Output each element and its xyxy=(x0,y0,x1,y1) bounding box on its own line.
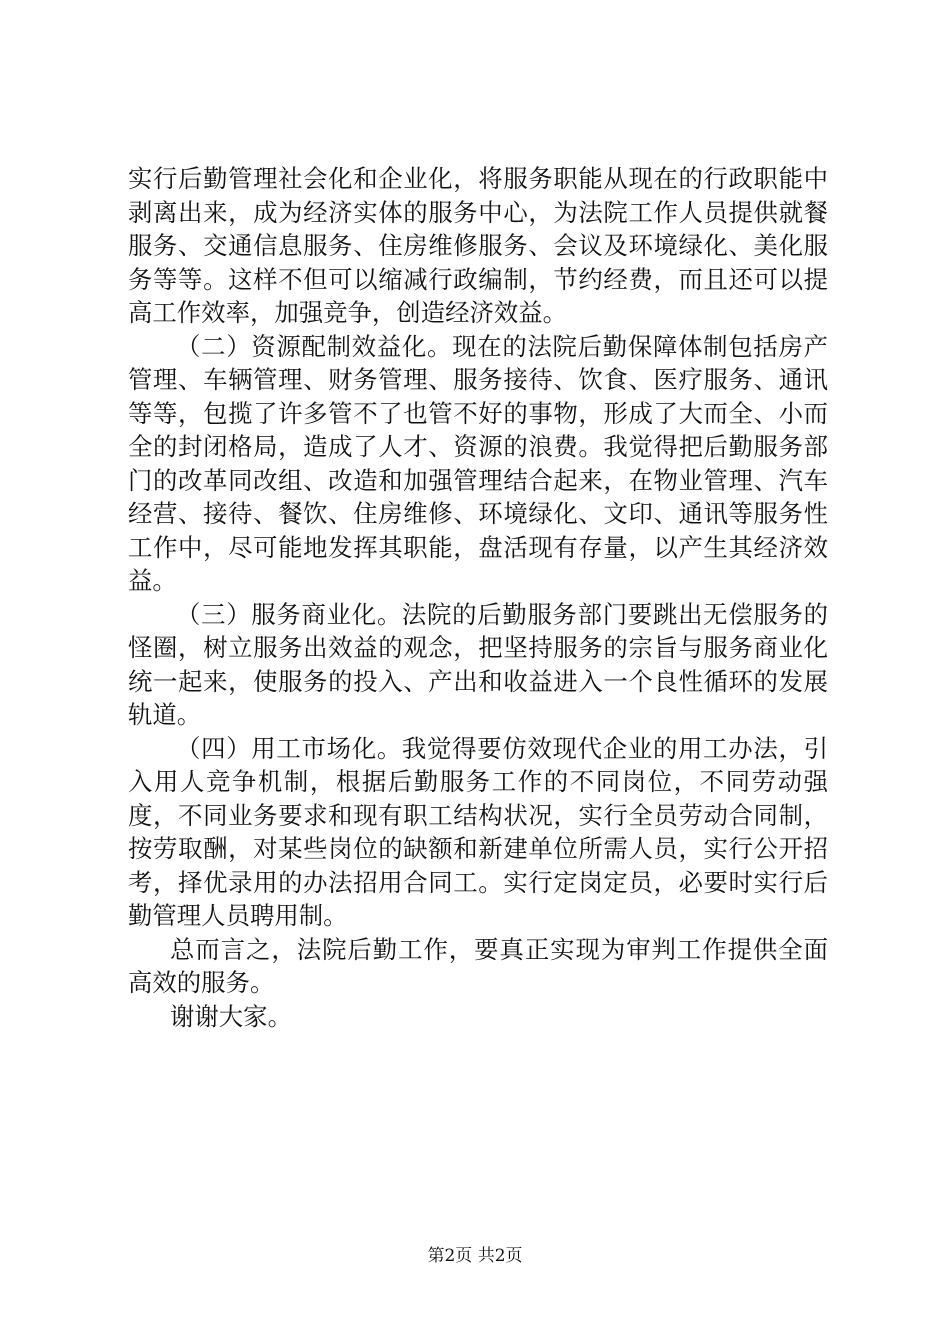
page-footer xyxy=(0,1245,950,1267)
paragraph-2: （二）资源配制效益化。现在的法院后勤保障体制包括房产管理、车辆管理、财务管理、服务接待、饮食、医疗服务、通讯等等，包揽了许多管不了也管不好的事物，形成了大而全、小而全的封闭格局，造成了人才、资源的浪费。我觉得把后勤服务部门的改革同改组、改造和加强管理结合起来，在物业管理、汽车经营、接待、餐饮、住房维修、环境绿化、文印、通讯等服务性工作中，尽可能地发挥其职能，盘活现有存量，以产生其经济效益。 xyxy=(128,331,828,595)
paragraph-3: （三）服务商业化。法院的后勤服务部门要跳出无偿服务的怪圈，树立服务出效益的观念，把坚持服务的宗旨与服务商业化统一起来，使服务的投入、产出和收益进入一个良性循环的发展轨道。 xyxy=(128,599,828,729)
paragraph-1: 实行后勤管理社会化和企业化，将服务职能从现在的行政职能中剥离出来，成为经济实体的服务中心，为法院工作人员提供就餐服务、交通信息服务、住房维修服务、会议及环境绿化、美化服务等等。这样不但可以缩减行政编制，节约经费，而且还可以提高工作效率，加强竞争，创造经济效益。 xyxy=(128,164,828,327)
paragraph-4: （四）用工市场化。我觉得要仿效现代企业的用工办法，引入用人竞争机制，根据后勤服务工作的不同岗位，不同劳动强度，不同业务要求和现有职工结构状况，实行全员劳动合同制，按劳取酬，对某些岗位的缺额和新建单位所需人员，实行公开招考，择优录用的办法招用合同工。实行定岗定员，必要时实行后勤管理人员聘用制。 xyxy=(128,733,828,930)
paragraph-6: 谢谢大家。 xyxy=(170,1001,292,1031)
document-body xyxy=(128,162,828,1033)
page-number-label: 第2页 共2页 xyxy=(427,1246,523,1266)
paragraph-5: 总而言之，法院后勤工作，要真正实现为审判工作提供全面高效的服务。 xyxy=(128,934,828,997)
